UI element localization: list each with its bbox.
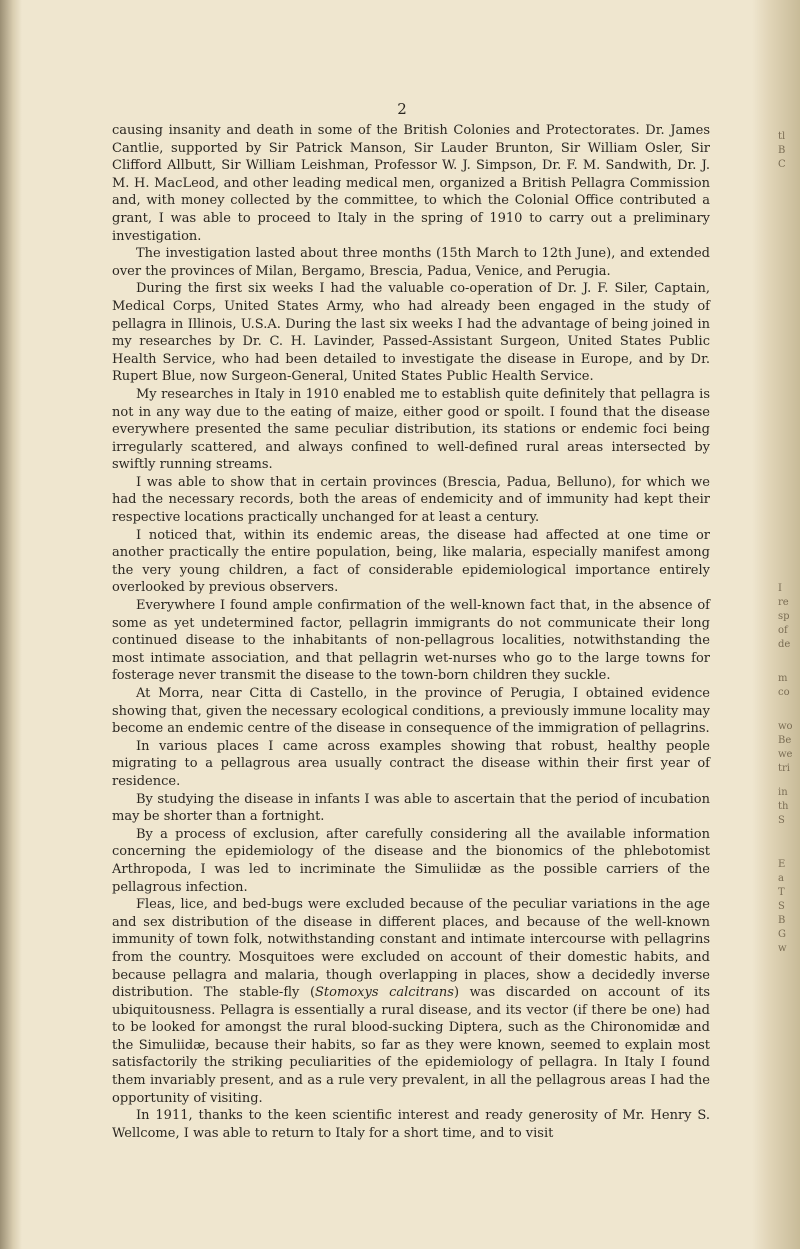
page-number: 2 [397,100,407,118]
margin-fragment: we [778,749,793,760]
species-name: Stomoxys calcitrans [315,985,454,1001]
margin-fragment: th [778,801,789,812]
paragraph-fleas [112,896,710,1107]
paragraph: At Morra, near Citta di Castello, in the province of Perugia, I obtained evidence showing that, given the necessary ecological conditions, a previously immune locality may become an endemic centre of the disease in consequence of the immigration of pellagrins. [112,686,710,737]
fleas-text-after: ) was discarded on account of its ubiquitousness. Pellagra is essentially a rural disease, and its vector (if there be one) had to be looked for amongst the rural blood-sucking Diptera, such as the Chironomidæ and the Simuliidæ, because their habits, so far as they were known, seemed to explain most satisfactorily the striking peculiarities of the epidemiology of pellagra. In Italy I found them invariably present, and as a rule very prevalent, in all the pellagrous areas I had the opportunity of visiting. [112,985,710,1106]
scan-left-edge [0,0,22,1249]
paragraph: Everywhere I found ample confirmation of the well-known fact that, in the absence of some as yet undetermined factor, pellagrin immigrants do not communicate their long continued disease to the inhabitants of non-pellagrous localities, notwithstanding the most intimate association, and that pellagrin wet-nurses who go to the large towns for fosterage never transmit the disease to the town-born children they suckle. [112,598,710,684]
adjacent-page-fragments [778,120,800,956]
fleas-text-before: Fleas, lice, and bed-bugs were excluded because of the peculiar variations in the age and sex distribution of the disease in different places, and because of the well-known immunity of town folk, notwithstanding constant and intimate intercourse with pellagrins from the country. Mosquitoes were excluded on account of their domestic habits, and because pellagra and malaria, though overlapping in places, show a decidedly inverse distribution. The stable-fly ( [112,897,710,1001]
margin-fragment: w [778,943,787,954]
margin-fragment: I [778,583,782,594]
margin-fragment: S [778,901,785,912]
margin-fragment: G [778,929,786,940]
paragraph: causing insanity and death in some of the British Colonies and Protectorates. Dr. James Cantlie, supported by Sir Patrick Manson, Sir Lauder Brunton, Sir William Osler, Sir Clifford Allbutt, Sir William Leishman, Professor W. J. Simpson, Dr. F. M. Sandwith, Dr. J. M. H. MacLeod, and other leading medical men, organized a British Pellagra Commission and, with money collected by the committee, to which the Colonial Office contributed a grant, I was able to proceed to Italy in the spring of 1910 to carry out a preliminary investigation. [112,123,710,244]
paragraph: My researches in Italy in 1910 enabled me to establish quite definitely that pellagra is not in any way due to the eating of maize, either good or spoilt. I found that the disease everywhere presented the same peculiar distribution, its stations or endemic foci being irregularly scattered, and always confined to well-defined rural areas intersected by swiftly running streams. [112,386,710,473]
margin-fragment: B [778,915,786,926]
margin-fragment: T [778,887,785,898]
margin-fragment: E [778,859,786,870]
paragraph-last: In 1911, thanks to the keen scientific interest and ready generosity of Mr. Henry S. Wellcome, I was able to return to Italy for a short time, and to visit [112,1108,710,1141]
margin-fragment: co [778,687,790,698]
margin-fragment: tl [778,131,786,142]
margin-fragment: a [778,873,784,884]
margin-fragment: m [778,673,788,684]
margin-fragment: de [778,639,791,650]
margin-fragment: re [778,597,789,608]
margin-fragment: Be [778,735,792,746]
margin-fragment: sp [778,611,790,622]
paragraph: I was able to show that in certain provinces (Brescia, Padua, Belluno), for which we had the necessary records, both the areas of endemicity and of immunity had kept their respective locations practically unchanged for at least a century. [112,474,710,526]
margin-fragment: in [778,787,788,798]
margin-fragment: B [778,145,786,156]
paragraph: The investigation lasted about three months (15th March to 12th June), and extended over the provinces of Milan, Bergamo, Brescia, Padua, Venice, and Perugia. [112,246,710,279]
margin-fragment: C [778,159,786,170]
margin-fragment: tri [778,763,790,774]
paragraph: By studying the disease in infants I was able to ascertain that the period of incubation may be shorter than a fortnight. [112,791,710,825]
paragraph: In various places I came across examples showing that robust, healthy people migrating to a pellagrous area usually contract the disease within their first year of residence. [112,738,710,789]
paragraph: By a process of exclusion, after carefully considering all the available information concerning the epidemiology of the disease and the bionomics of the phlebotomist Arthropoda, I was led to incriminate the Simuliidæ as the possible carriers of the pellagrous infection. [112,826,710,895]
paragraph: I noticed that, within its endemic areas, the disease had affected at one time or another practically the entire population, being, like malaria, especially manifest among the very young children, a fact of considerable epidemiological importance entirely overlooked by previous observers. [112,527,710,596]
paragraph: During the first six weeks I had the valuable co-operation of Dr. J. F. Siler, Captain, Medical Corps, United States Army, who had already been engaged in the study of pellagra in Illinois, U.S.A. During the last six weeks I had the advantage of being joined in my researches by Dr. C. H. Lavinder, Passed-Assistant Surgeon, United States Public Health Service, who had been detailed to investigate the disease in Europe, and by Dr. Rupert Blue, now Surgeon-General, United States Public Health Service. [112,281,710,385]
body-text [112,122,710,1142]
margin-fragment: wo [778,721,793,732]
margin-fragment: S [778,815,785,826]
margin-fragment: of [778,625,788,636]
